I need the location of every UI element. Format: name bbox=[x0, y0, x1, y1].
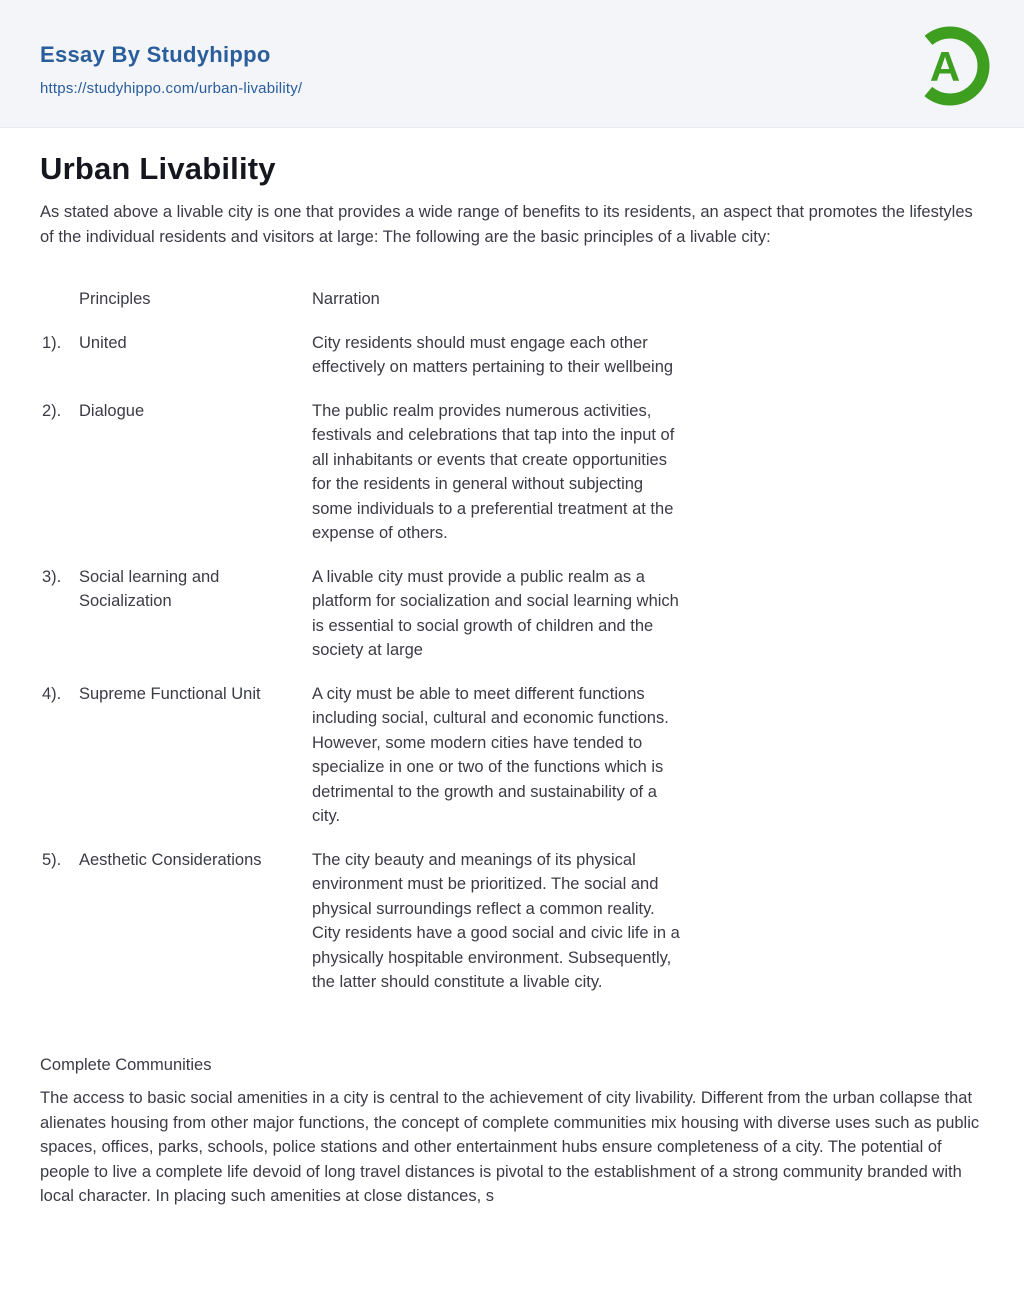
column-header-principles: Principles bbox=[79, 290, 151, 308]
row-number: 2). bbox=[42, 401, 62, 420]
table-row bbox=[40, 848, 984, 995]
narration-text: A city must be able to meet different functions including social, cultural and economic functions. However, some modern cities have tended to specialize in one or two of the functions which is detrimental to the growth and sustainability of a city. bbox=[312, 684, 669, 825]
narration-text: A livable city must provide a public realm as a platform for socialization and social learning which is essential to social growth of children and the society at large bbox=[312, 567, 679, 659]
table-header-row bbox=[40, 287, 984, 312]
header-num-spacer bbox=[40, 287, 79, 312]
narration-text: City residents should must engage each other effectively on matters pertaining to their wellbeing bbox=[312, 333, 674, 376]
table-row bbox=[40, 565, 984, 663]
logo-letter: A bbox=[929, 43, 961, 90]
section-heading-complete-communities: Complete Communities bbox=[40, 1055, 212, 1074]
essay-byline: Essay By Studyhippo bbox=[40, 42, 271, 67]
narration-text: The public realm provides numerous activities, festivals and celebrations that tap into the input of all inhabitants or events that create opportunities for the residents in general without subjecting some individuals to a preferential treatment at the expense of others. bbox=[312, 401, 675, 542]
table-row bbox=[40, 399, 984, 546]
principle-name: Social learning and Socialization bbox=[79, 567, 220, 610]
page-title: Urban Livability bbox=[40, 151, 276, 186]
studyhippo-logo-icon bbox=[906, 22, 994, 110]
source-url-link[interactable]: https://studyhippo.com/urban-livability/ bbox=[40, 80, 303, 97]
table-row bbox=[40, 682, 984, 829]
narration-text: The city beauty and meanings of its physical environment must be prioritized. The social and physical surroundings reflect a common reality. City residents have a good social and civic life in a physically hospitable environment. Subsequently, the latter should constitute a livable city. bbox=[312, 850, 680, 991]
page-header bbox=[0, 0, 1024, 128]
section-paragraph: The access to basic social amenities in a city is central to the achievement of city livability. Different from the urban collapse that alienates housing from other major functions, the concept of complete communities mix housing with diverse uses such as public spaces, offices, parks, schools, police stations and other entertainment hubs ensure completeness of a city. The potential of people to live a complete life devoid of long travel distances is pivotal to the establishment of a strong community branded with local character. In placing such amenities at close distances, s bbox=[40, 1089, 980, 1205]
principle-name: United bbox=[79, 333, 127, 352]
table-row bbox=[40, 331, 984, 380]
row-number: 1). bbox=[42, 333, 62, 352]
document-body bbox=[0, 151, 1024, 1209]
intro-paragraph: As stated above a livable city is one that provides a wide range of benefits to its residents, an aspect that promotes the lifestyles of the individual residents and visitors at large: The following are the basic principles of a livable city: bbox=[40, 203, 973, 246]
principle-name: Supreme Functional Unit bbox=[79, 684, 261, 703]
principles-table bbox=[40, 287, 984, 995]
row-number: 3). bbox=[42, 567, 62, 586]
row-number: 4). bbox=[42, 684, 62, 703]
principle-name: Dialogue bbox=[79, 401, 145, 420]
principle-name: Aesthetic Considerations bbox=[79, 850, 262, 869]
row-number: 5). bbox=[42, 850, 62, 869]
column-header-narration: Narration bbox=[312, 290, 380, 308]
